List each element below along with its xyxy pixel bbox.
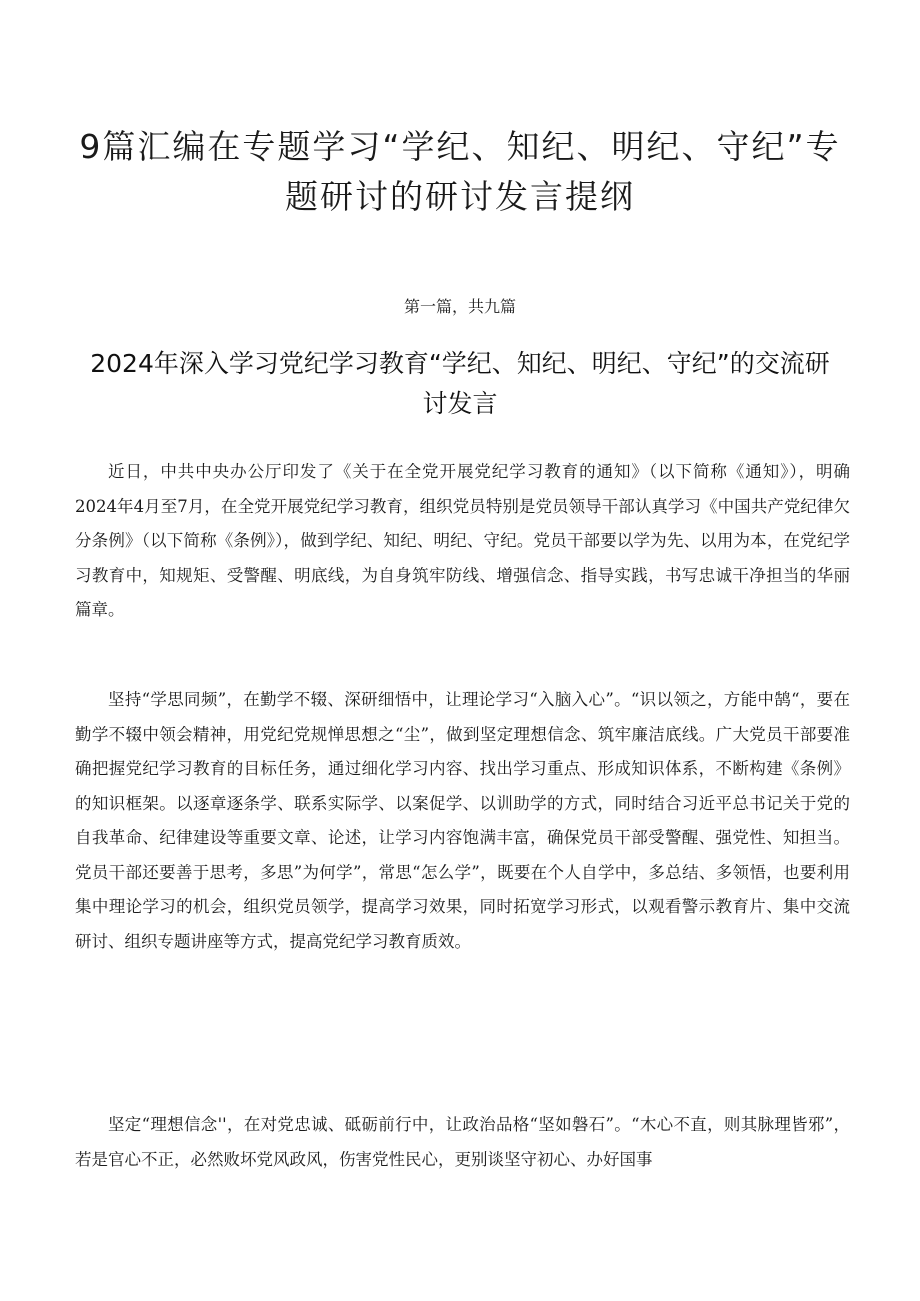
section-title: 2024年深入学习党纪学习教育“学纪、知纪、明纪、守纪”的交流研讨发言 (90, 349, 830, 418)
document-title: 9篇汇编在专题学习“学纪、知纪、明纪、守纪”专题研讨的研讨发言提纲 (79, 127, 841, 216)
paragraph-belief: 坚定“理想信念''，在对党忠诚、砥砺前行中，让政治品格“坚如磐石”。“木心不直，则其脉理皆邪”，若是官心不正，必然败坏党风政风，伤害党性民心，更别谈坚守初心、办好国事 (75, 1115, 850, 1169)
paragraph-intro: 近日，中共中央办公厅印发了《关于在全党开展党纪学习教育的通知》（以下简称《通知》），明确2024年4月至7月，在全党开展党纪学习教育，组织党员特别是党员领导干部认真学习《中国共产党纪律欠分条例》（以下简称《条例》），做到学纪、知纪、明纪、守纪。党员干部要以学为先、以用为本，在党纪学习教育中，知规矩、受警醒、明底线，为自身筑牢防线、增强信念、指导实践，书写忠诚干净担当的华丽篇章。 (75, 462, 850, 619)
document-subtitle: 第一篇，共九篇 (403, 297, 516, 316)
paragraph-study: 坚持“学思同频”，在勤学不辍、深研细悟中，让理论学习“入脑入心”。“识以领之，方能中鹄“，要在勤学不辍中领会精神，用党纪党规惮思想之“尘”，做到坚定理想信念、筑牢廉洁底线。广大党员干部要准确把握党纪学习教育的目标任务，通过细化学习内容、找出学习重点、形成知识体系，不断构建《条例》的知识框架。以逐章逐条学、联系实际学、以案促学、以训助学的方式，同时结合习近平总书记关于党的自我革命、纪律建设等重要文章、论述，让学习内容饱满丰富，确保党员干部受警醒、强党性、知担当。党员干部还要善于思考，多思”为何学”，常思“怎么学”，既要在个人自学中，多总结、多领悟，也要利用集中理论学习的机会，组织党员领学，提高学习效果，同时拓宽学习形式，以观看警示教育片、集中交流研讨、组织专题讲座等方式，提高党纪学习教育质效。 (75, 690, 850, 951)
